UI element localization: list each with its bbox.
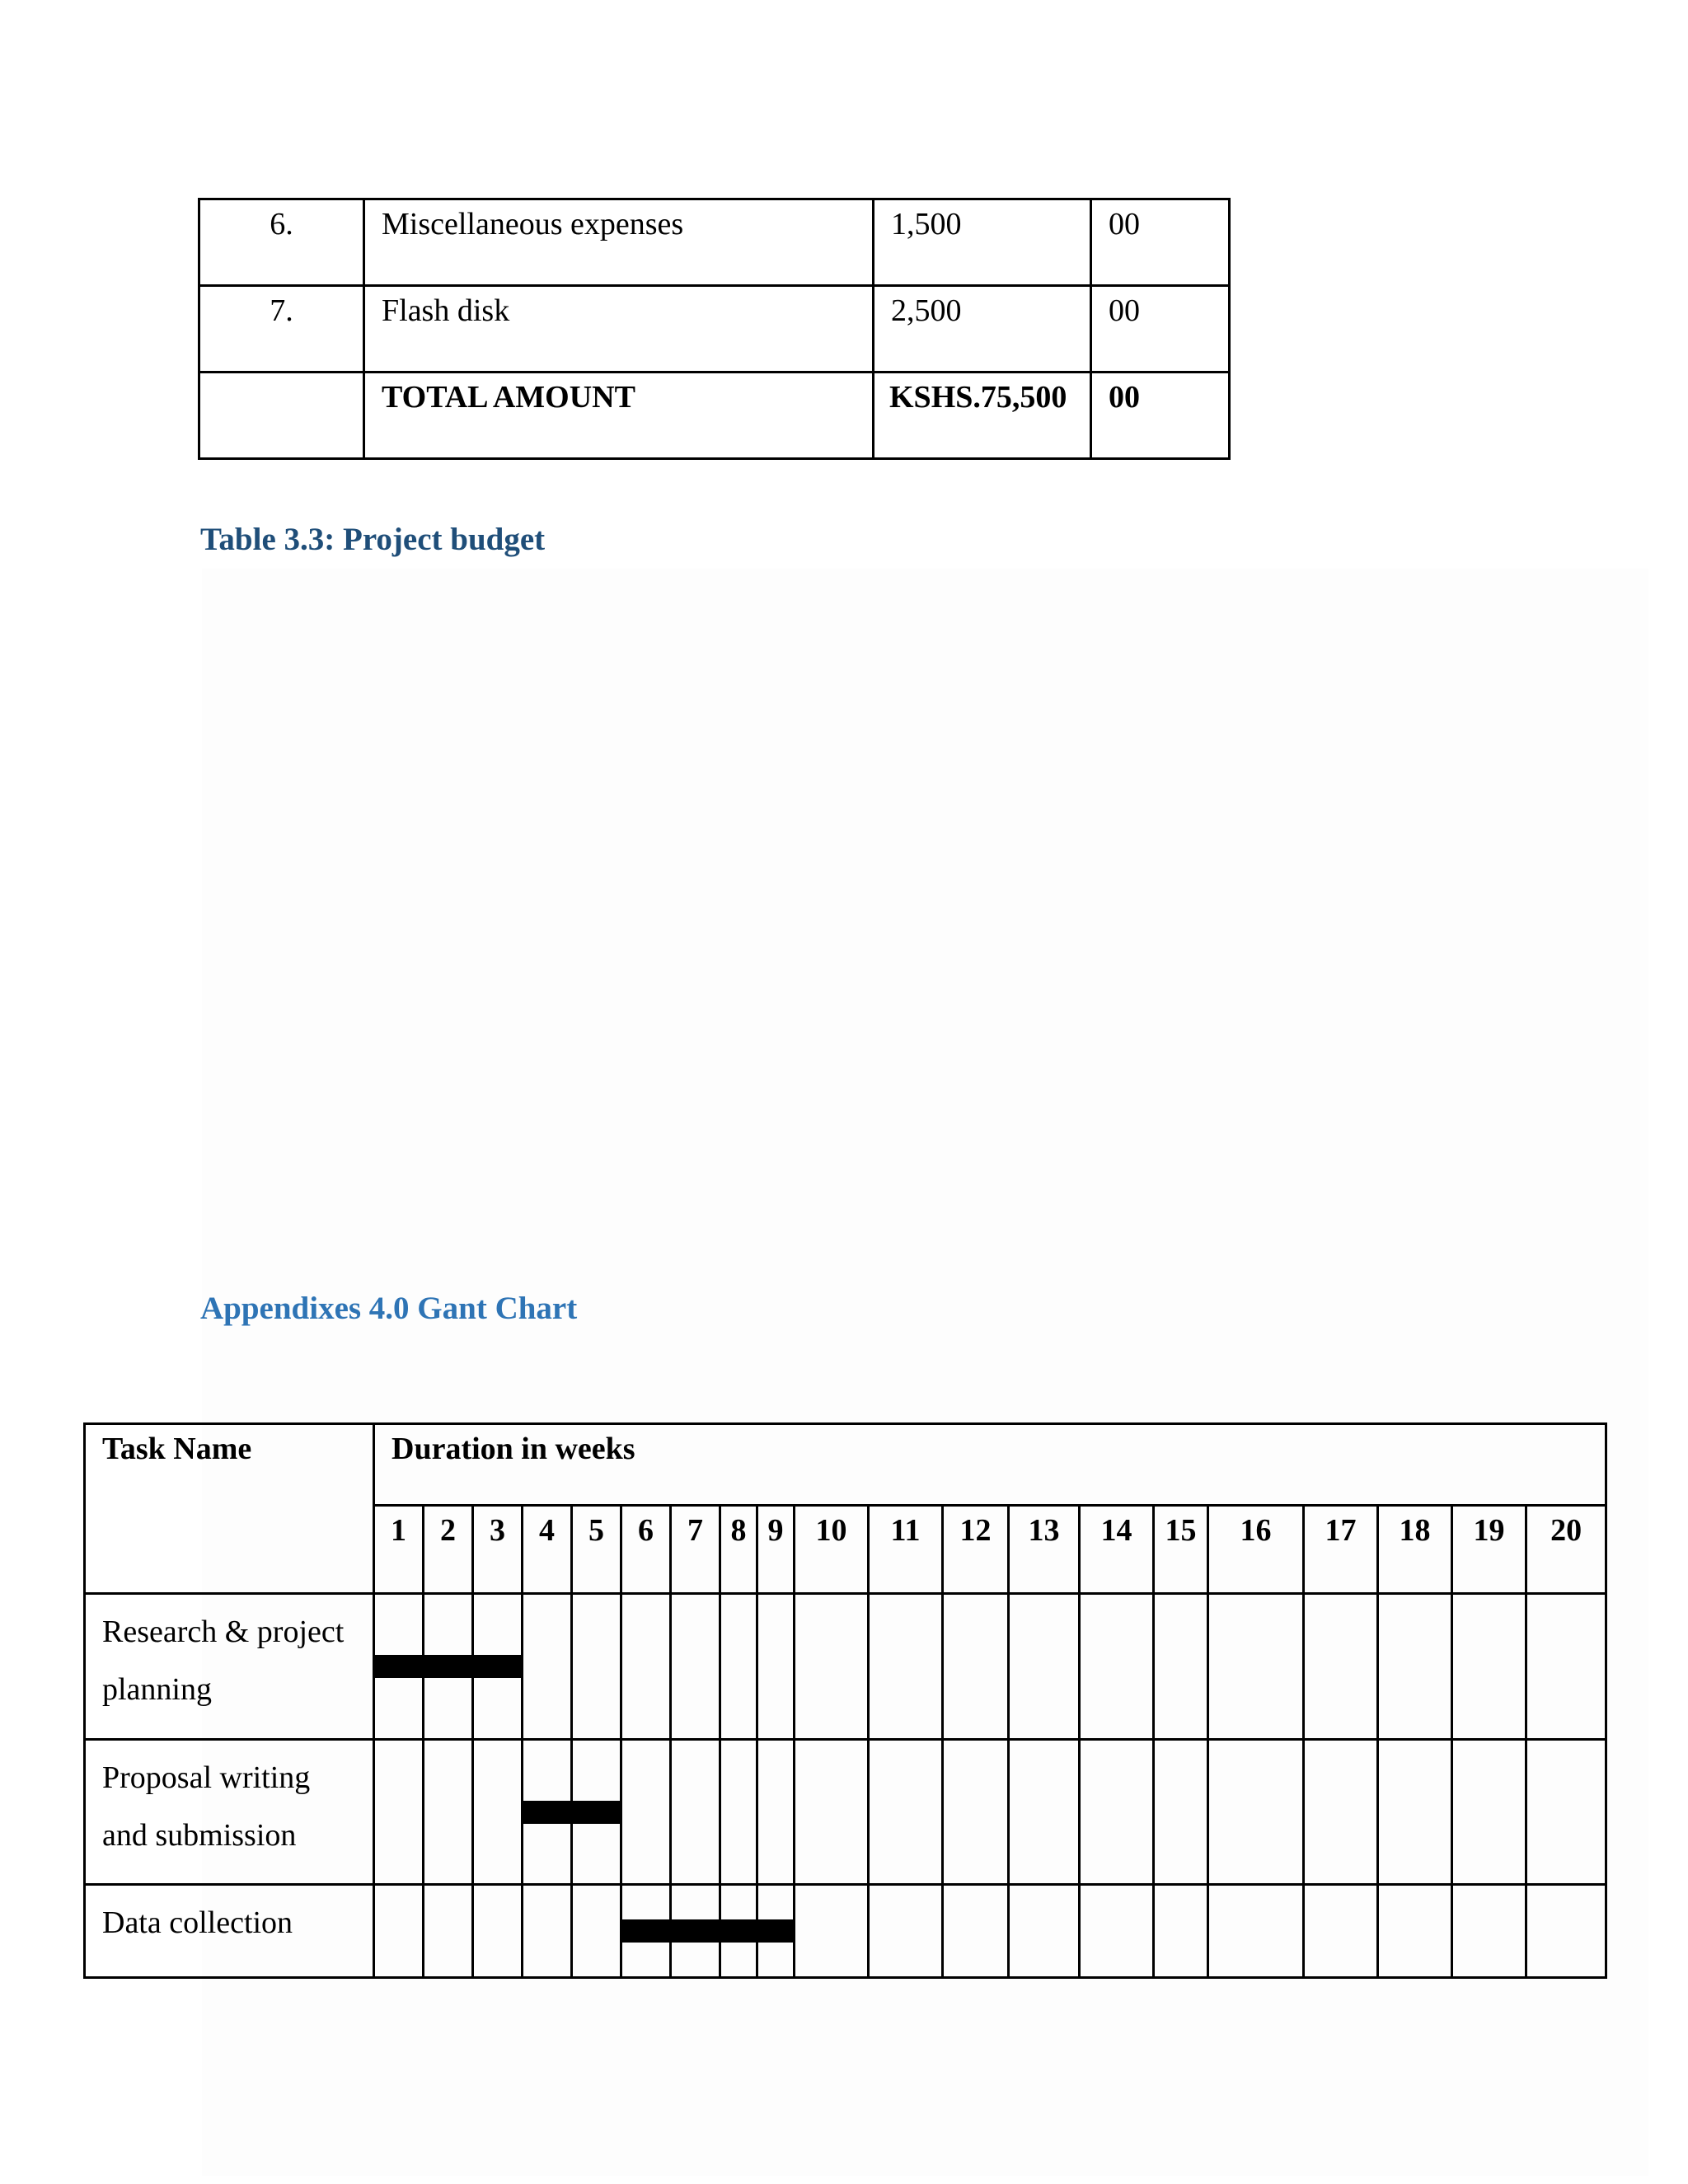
week-number: 19 bbox=[1452, 1506, 1526, 1594]
week-number: 5 bbox=[572, 1506, 621, 1594]
week-cell bbox=[473, 1885, 523, 1978]
week-number: 18 bbox=[1378, 1506, 1452, 1594]
week-cell bbox=[572, 1594, 621, 1740]
task-name: Research & project planning bbox=[85, 1594, 374, 1740]
week-cell bbox=[1154, 1885, 1208, 1978]
week-cell bbox=[1154, 1594, 1208, 1740]
week-cell bbox=[1304, 1885, 1378, 1978]
week-cell bbox=[1378, 1885, 1452, 1978]
week-number: 20 bbox=[1526, 1506, 1606, 1594]
week-cell bbox=[869, 1885, 943, 1978]
task-row bbox=[85, 1885, 1606, 1978]
week-cell bbox=[795, 1740, 869, 1885]
week-number: 6 bbox=[621, 1506, 671, 1594]
item-number: 6. bbox=[199, 199, 364, 286]
week-cell bbox=[1208, 1885, 1304, 1978]
week-cell bbox=[1080, 1885, 1154, 1978]
week-cell bbox=[1378, 1740, 1452, 1885]
week-number: 3 bbox=[473, 1506, 523, 1594]
item-amount: 1,500 bbox=[874, 199, 1091, 286]
week-cell bbox=[1208, 1740, 1304, 1885]
week-cell bbox=[757, 1740, 795, 1885]
week-cell bbox=[795, 1594, 869, 1740]
week-cell bbox=[523, 1885, 572, 1978]
item-number bbox=[199, 373, 364, 459]
week-cell bbox=[869, 1740, 943, 1885]
gantt-bar bbox=[523, 1801, 621, 1824]
total-cents: 00 bbox=[1091, 373, 1230, 459]
week-cell bbox=[1304, 1740, 1378, 1885]
week-number: 10 bbox=[795, 1506, 869, 1594]
week-cell bbox=[572, 1885, 621, 1978]
week-cell bbox=[1304, 1594, 1378, 1740]
week-cell bbox=[374, 1885, 424, 1978]
week-cell bbox=[869, 1594, 943, 1740]
week-cell bbox=[795, 1885, 869, 1978]
week-number: 16 bbox=[1208, 1506, 1304, 1594]
week-cell bbox=[1452, 1594, 1526, 1740]
week-cell bbox=[943, 1740, 1009, 1885]
week-cell bbox=[671, 1594, 720, 1740]
total-label: TOTAL AMOUNT bbox=[364, 373, 874, 459]
week-number: 7 bbox=[671, 1506, 720, 1594]
task-name: Data collection bbox=[85, 1885, 374, 1978]
table-row bbox=[199, 286, 1230, 373]
duration-header: Duration in weeks bbox=[374, 1424, 1606, 1506]
week-cell bbox=[1452, 1885, 1526, 1978]
item-description: Flash disk bbox=[364, 286, 874, 373]
week-cell bbox=[1208, 1594, 1304, 1740]
week-number: 11 bbox=[869, 1506, 943, 1594]
week-cell bbox=[1526, 1594, 1606, 1740]
week-cell bbox=[424, 1885, 473, 1978]
task-row bbox=[85, 1594, 1606, 1740]
task-row bbox=[85, 1740, 1606, 1885]
item-amount: 2,500 bbox=[874, 286, 1091, 373]
week-cell bbox=[1526, 1740, 1606, 1885]
week-cell bbox=[523, 1594, 572, 1740]
item-number: 7. bbox=[199, 286, 364, 373]
week-number: 9 bbox=[757, 1506, 795, 1594]
week-cell bbox=[621, 1594, 671, 1740]
week-cell bbox=[1009, 1885, 1080, 1978]
week-cell bbox=[720, 1594, 757, 1740]
week-cell bbox=[943, 1885, 1009, 1978]
item-description: Miscellaneous expenses bbox=[364, 199, 874, 286]
week-number: 13 bbox=[1009, 1506, 1080, 1594]
week-number: 12 bbox=[943, 1506, 1009, 1594]
week-cell bbox=[943, 1594, 1009, 1740]
week-cell bbox=[1452, 1740, 1526, 1885]
table-row bbox=[199, 199, 1230, 286]
week-cell bbox=[1009, 1594, 1080, 1740]
week-number: 2 bbox=[424, 1506, 473, 1594]
week-cell bbox=[720, 1740, 757, 1885]
week-number: 1 bbox=[374, 1506, 424, 1594]
week-number: 4 bbox=[523, 1506, 572, 1594]
week-cell bbox=[671, 1740, 720, 1885]
week-cell bbox=[621, 1740, 671, 1885]
week-number: 8 bbox=[720, 1506, 757, 1594]
budget-table bbox=[198, 198, 1231, 460]
gantt-bar bbox=[374, 1655, 523, 1678]
week-number: 17 bbox=[1304, 1506, 1378, 1594]
table-caption: Table 3.3: Project budget bbox=[200, 522, 546, 557]
week-cell bbox=[1526, 1885, 1606, 1978]
week-cell bbox=[374, 1740, 424, 1885]
appendix-heading: Appendixes 4.0 Gant Chart bbox=[200, 1291, 578, 1326]
item-cents: 00 bbox=[1091, 286, 1230, 373]
gantt-chart-table bbox=[83, 1422, 1607, 1979]
week-cell bbox=[424, 1740, 473, 1885]
week-cell bbox=[1080, 1594, 1154, 1740]
total-row bbox=[199, 373, 1230, 459]
week-cell bbox=[473, 1740, 523, 1885]
week-cell bbox=[1080, 1740, 1154, 1885]
task-name-header: Task Name bbox=[85, 1424, 374, 1594]
task-name: Proposal writing and submission bbox=[85, 1740, 374, 1885]
week-number: 15 bbox=[1154, 1506, 1208, 1594]
week-cell bbox=[1009, 1740, 1080, 1885]
week-cell bbox=[757, 1594, 795, 1740]
gantt-bar bbox=[621, 1919, 795, 1943]
total-amount: KSHS.75,500 bbox=[874, 373, 1091, 459]
week-cell bbox=[1378, 1594, 1452, 1740]
week-number: 14 bbox=[1080, 1506, 1154, 1594]
item-cents: 00 bbox=[1091, 199, 1230, 286]
week-cell bbox=[1154, 1740, 1208, 1885]
